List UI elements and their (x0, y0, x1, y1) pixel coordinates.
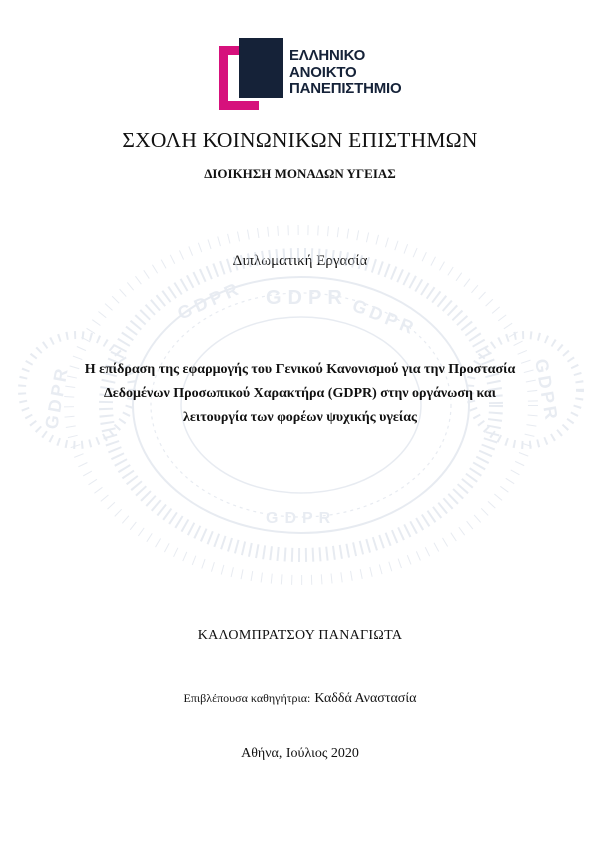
watermark-text: GDPR (266, 510, 337, 527)
thesis-title (0, 358, 600, 430)
watermark-text: GDPR (266, 287, 348, 309)
title-line: λειτουργία των φορέων ψυχικής υγείας (183, 410, 417, 425)
place-date: Αθήνα, Ιούλιος 2020 (241, 746, 359, 761)
supervisor-name: Καδδά Αναστασία (314, 691, 417, 706)
thesis-type: Διπλωματική Εργασία (232, 253, 368, 269)
logo-mark-icon (219, 38, 283, 110)
university-logo (219, 38, 409, 110)
supervisor (0, 689, 600, 707)
department-name: ΔΙΟΙΚΗΣΗ ΜΟΝΑΔΩΝ ΥΓΕΙΑΣ (204, 166, 396, 181)
school-name: ΣΧΟΛΗ ΚΟΙΝΩΝΙΚΩΝ ΕΠΙΣΤΗΜΩΝ (122, 128, 478, 152)
logo-line: ΑΝΟΙΚΤΟ (289, 63, 357, 81)
logo-line: ΠΑΝΕΠΙΣΤΗΜΙΟ (289, 80, 402, 97)
watermark-text: GDPR (349, 295, 421, 340)
logo-text (289, 48, 401, 98)
watermark-text: GDPR (174, 277, 245, 324)
logo-line: ΕΛΛΗΝΙΚΟ (289, 47, 366, 64)
supervisor-label: Επιβλέπουσα καθηγήτρια: (183, 691, 311, 705)
watermark-text: GDPR (531, 357, 562, 424)
author-name: ΚΑΛΟΜΠΡΑΤΣΟΥ ΠΑΝΑΓΙΩΤΑ (197, 628, 403, 643)
title-line: Δεδομένων Προσωπικού Χαρακτήρα (GDPR) στην οργάνωση και (104, 386, 496, 401)
title-line: Η επίδραση της εφαρμογής του Γενικού Κανονισμού για την Προστασία (84, 362, 516, 377)
watermark-text: GDPR (41, 364, 73, 431)
